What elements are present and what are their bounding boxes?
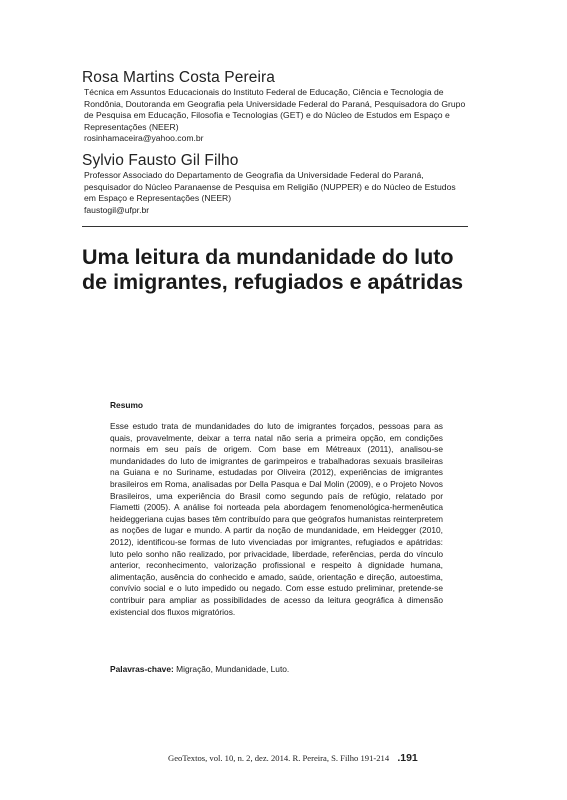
article-title: Uma leitura da mundanidade do luto de imigrantes, refugiados e apátridas	[82, 245, 464, 294]
author-affiliation: Professor Associado do Departamento de Geografia da Universidade Federal do Paraná, pesquisador do Núcleo Paranaense de Pesquisa em Religião (NUPPER) e do Núcleo de Estudos em Espaço e Representações (NEER)	[84, 170, 456, 204]
author-name: Rosa Martins Costa Pereira	[82, 69, 275, 86]
page-number: .191	[397, 752, 418, 764]
footer-citation: GeoTextos, vol. 10, n. 2, dez. 2014. R. Pereira, S. Filho 191-214	[168, 753, 390, 763]
author-name: Sylvio Fausto Gil Filho	[82, 152, 239, 169]
author-block-1	[82, 69, 468, 145]
keywords-value: Migração, Mundanidade, Luto.	[176, 664, 290, 674]
keywords	[110, 664, 443, 675]
header-divider	[82, 226, 468, 227]
abstract-heading: Resumo	[110, 400, 144, 410]
keywords-label: Palavras-chave:	[110, 664, 174, 674]
author-email: faustogil@ufpr.br	[84, 204, 150, 215]
author-block-2	[82, 152, 468, 216]
author-email: rosinhamaceira@yahoo.com.br	[84, 133, 204, 144]
page-footer	[168, 752, 468, 764]
author-affiliation: Técnica em Assuntos Educacionais do Instituto Federal de Educação, Ciência e Tecnologia de Rondônia, Doutoranda em Geografia pela Universidade Federal do Paraná, Pesquisadora do Grupo de Pesquisa em Educação, Filosofia e Tecnologias (GET) e do Núcleo de Estudos em Espaço e Representações (NEER)	[84, 87, 466, 132]
abstract-section	[110, 400, 443, 618]
abstract-body: Esse estudo trata de mundanidades do luto de imigrantes forçados, pessoas para as quais, provavelmente, deixar a terra natal não seria a primeira opção, em condições normais em seu país de origem. Com base em Métreaux (2011), analisou-se mundanidades do luto de imigrantes de garimpeiros e trabalhadoras sexuais brasileiras na Guiana e no Suriname, estudadas por Oliveira (2012), experiências de imigrantes brasileiros em Roma, analisadas por Della Pasqua e Dal Molin (2009), e o Projeto Novos Brasileiros, uma experiência do Brasil como segundo país de refúgio, relatado por Fiametti (2005). A análise foi norteada pela abordagem fenomenológica-hermenêutica heideggeriana cujas bases têm contribuído para que geógrafos humanistas reinterpretem as noções de lugar e mundo. A partir da noção de mundanidade, em Heidegger (2010, 2012), identificou-se formas de luto vivenciadas por imigrantes, refugiados e apátridas: luto pelo sonho não realizado, por privacidade, liberdade, referências, perda do vínculo anterior, reconhecimento, valorização profissional e respeito à dignidade humana, alimentação, ausência do conhecido e amado, saúde, orientação e direção, autoestima, convívio social e o luto impedido ou negado. Com esse estudo preliminar, pretende-se contribuir para ampliar as possibilidades de acesso da leitura geográfica à dimensão existencial dos fluxos migratórios.	[110, 421, 443, 617]
